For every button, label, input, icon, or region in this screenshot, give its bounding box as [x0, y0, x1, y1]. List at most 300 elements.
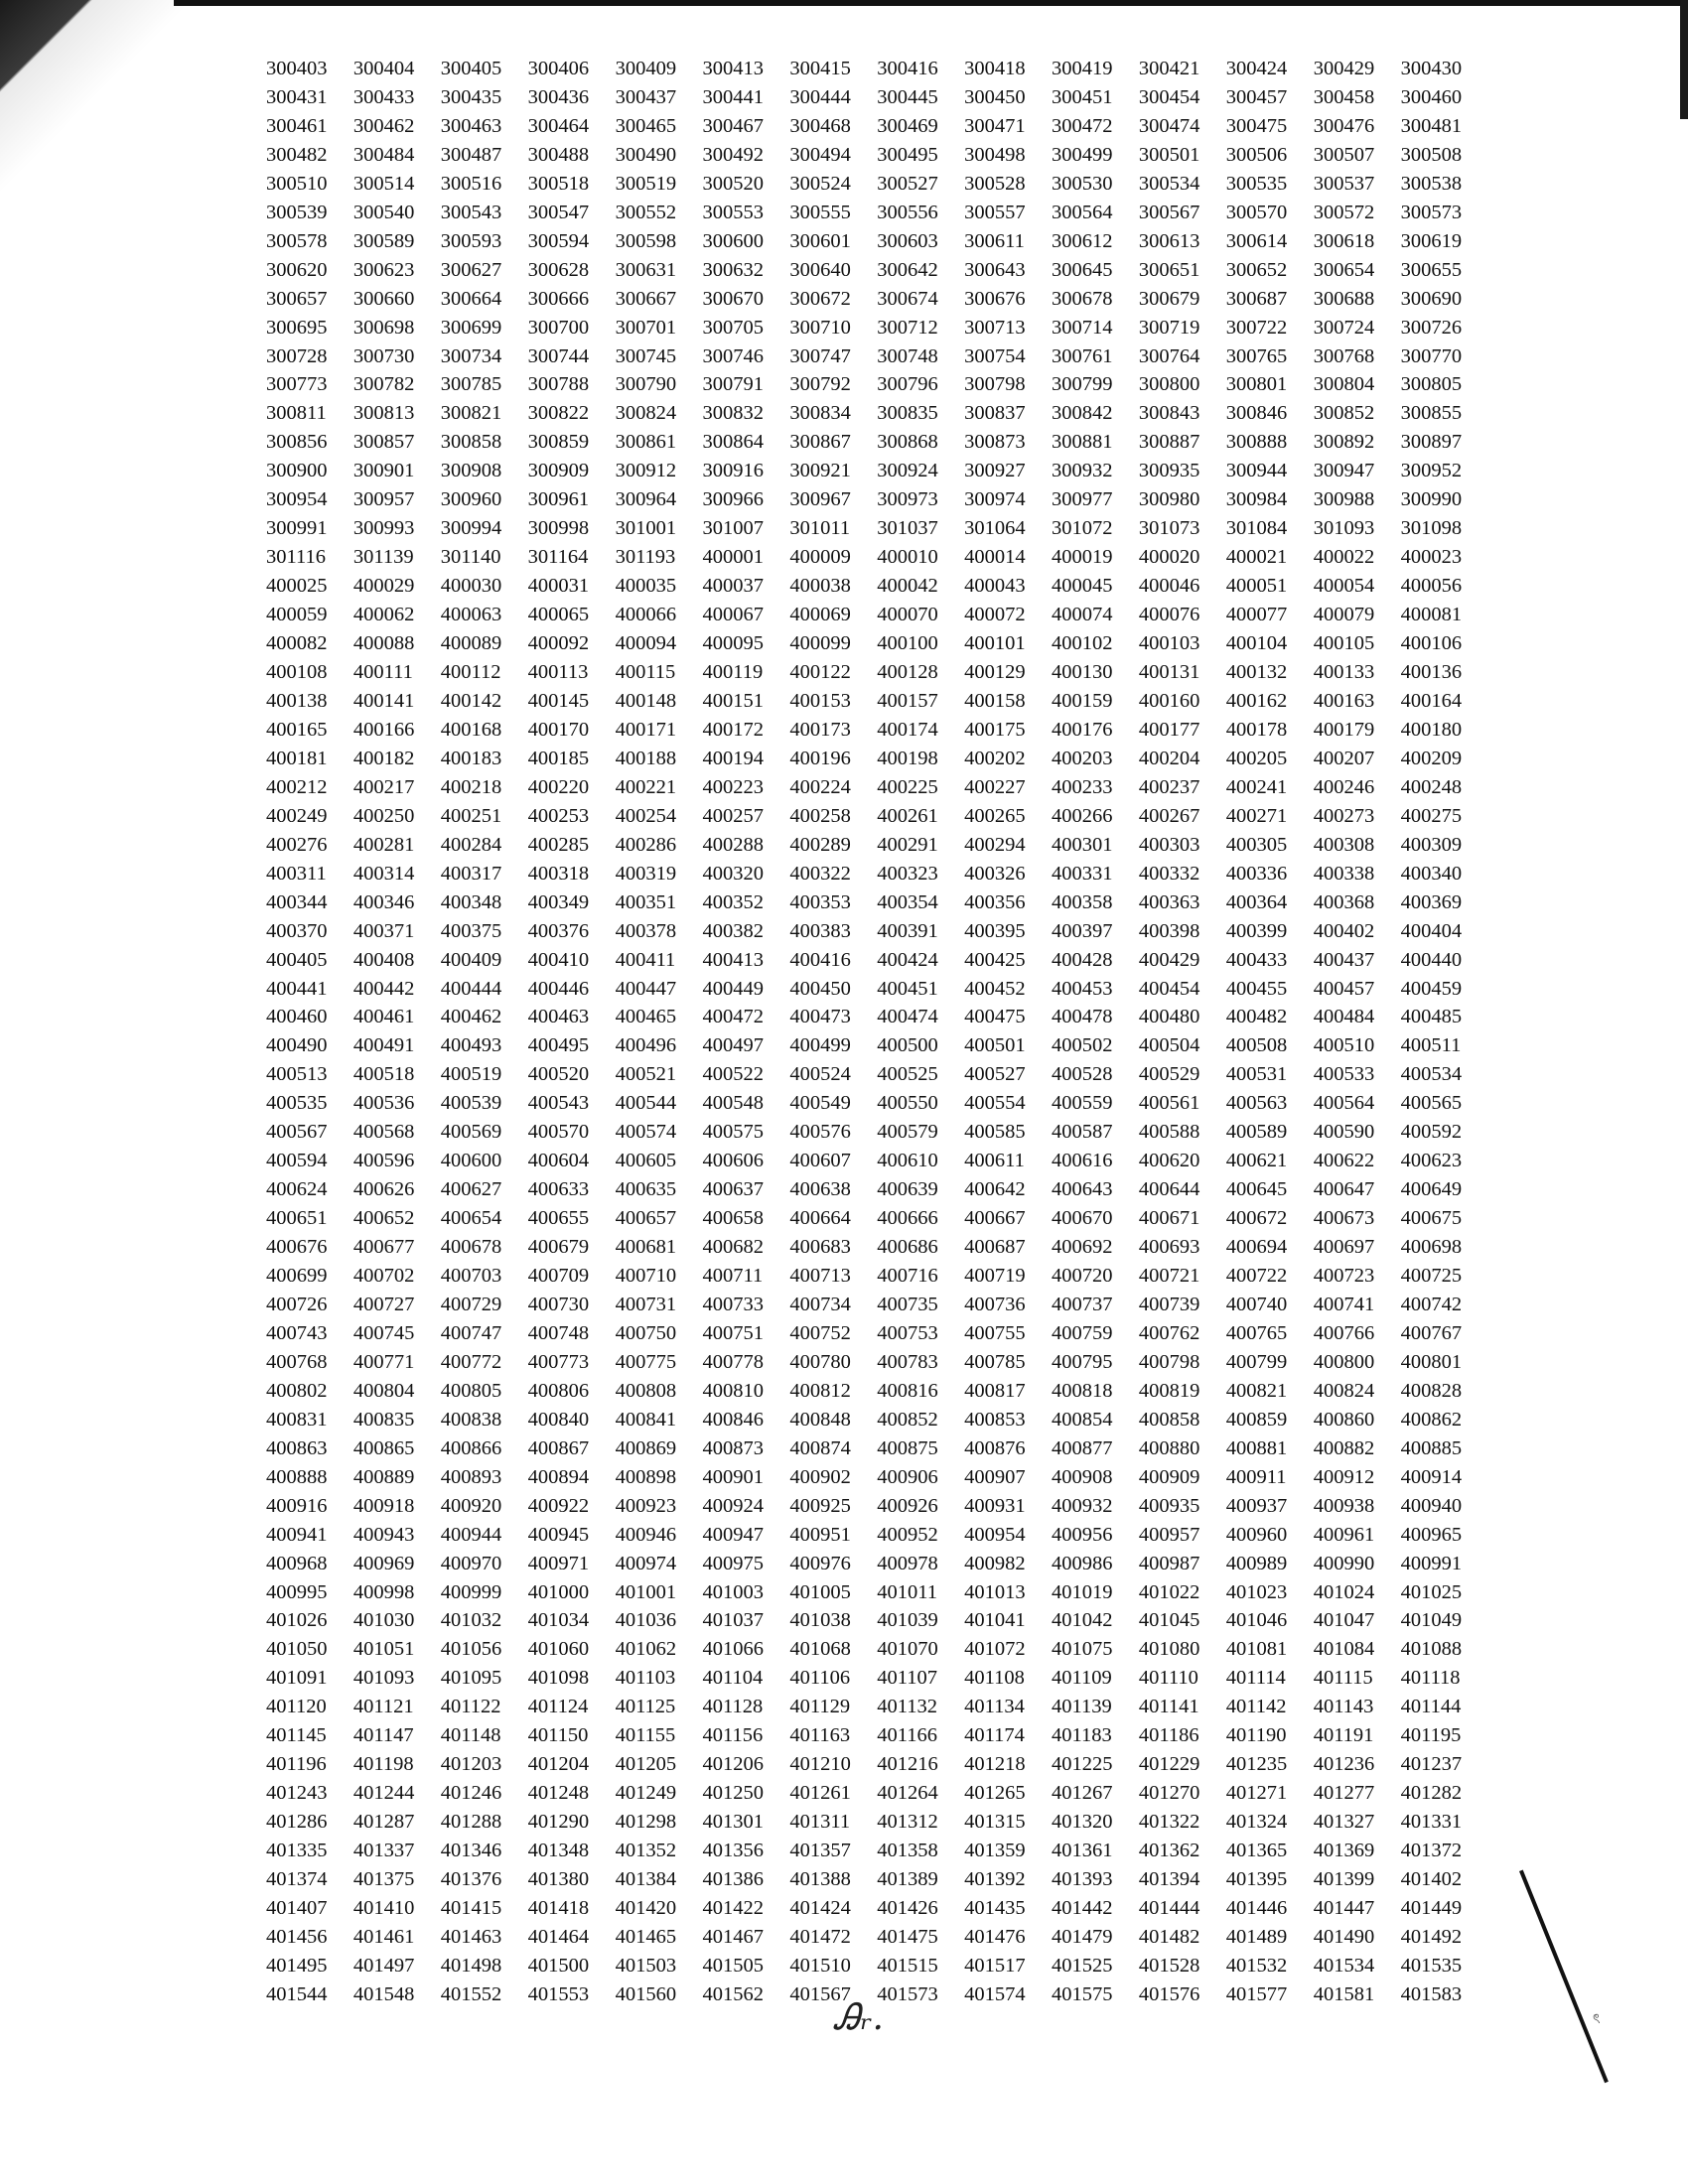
roll-number: 400522 [702, 1063, 764, 1086]
roll-number: 400828 [1400, 1379, 1463, 1402]
roll-number: 400128 [877, 661, 938, 684]
roll-number: 300964 [615, 488, 677, 511]
roll-number: 400579 [877, 1121, 938, 1144]
roll-number: 400854 [1052, 1408, 1113, 1431]
roll-number: 400225 [877, 775, 938, 798]
roll-number: 400253 [527, 804, 590, 827]
roll-number: 300881 [1052, 431, 1113, 454]
roll-number: 400664 [789, 1207, 851, 1230]
roll-number: 400376 [527, 919, 590, 942]
roll-number: 400395 [964, 919, 1026, 942]
roll-number: 300481 [1400, 114, 1463, 137]
roll-number: 400404 [1400, 919, 1463, 942]
roll-number: 400198 [877, 747, 938, 769]
roll-number: 400043 [964, 575, 1026, 598]
roll-number: 401472 [789, 1925, 851, 1948]
roll-number: 300406 [527, 58, 590, 79]
roll-number: 401346 [440, 1840, 502, 1862]
roll-number: 400940 [1400, 1494, 1463, 1517]
roll-number: 400428 [1052, 948, 1113, 971]
roll-number: 401567 [789, 1982, 851, 2005]
roll-number: 400703 [440, 1265, 502, 1288]
roll-number: 400495 [527, 1034, 590, 1057]
roll-number: 400642 [964, 1178, 1026, 1201]
roll-number: 400740 [1225, 1293, 1288, 1315]
roll-number: 400818 [1052, 1379, 1113, 1402]
roll-number: 401195 [1400, 1724, 1462, 1747]
roll-number: 401235 [1225, 1753, 1288, 1776]
roll-number: 300773 [266, 373, 328, 396]
roll-number: 400699 [266, 1265, 328, 1288]
roll-number: 400916 [266, 1494, 328, 1517]
roll-number: 401024 [1313, 1580, 1375, 1603]
roll-number: 401265 [964, 1782, 1026, 1805]
roll-number: 401062 [615, 1638, 677, 1661]
roll-number: 400946 [615, 1523, 677, 1546]
roll-number: 400519 [440, 1063, 502, 1086]
roll-number: 300932 [1052, 460, 1113, 482]
roll-number: 300961 [527, 488, 590, 511]
roll-number: 300471 [964, 114, 1026, 137]
roll-number: 401479 [1052, 1925, 1113, 1948]
roll-number: 401030 [352, 1609, 415, 1632]
roll-number: 300966 [702, 488, 764, 511]
roll-number: 400882 [1313, 1436, 1375, 1459]
roll-number: 300594 [527, 229, 590, 252]
roll-number: 400778 [702, 1350, 764, 1373]
roll-number: 400875 [877, 1436, 938, 1459]
roll-number: 400491 [352, 1034, 415, 1057]
roll-number: 400539 [440, 1092, 502, 1115]
roll-number: 400975 [702, 1552, 764, 1574]
roll-number: 401246 [440, 1782, 502, 1805]
roll-number: 300461 [266, 114, 328, 137]
roll-number: 400447 [615, 977, 677, 1000]
roll-number: 300507 [1313, 143, 1375, 166]
roll-number: 401107 [877, 1667, 937, 1690]
roll-number: 400982 [964, 1552, 1026, 1574]
roll-number: 400678 [440, 1236, 502, 1259]
roll-number: 401039 [877, 1609, 938, 1632]
roll-number: 300612 [1052, 229, 1113, 252]
roll-number: 300433 [352, 85, 415, 108]
roll-number: 400148 [615, 689, 677, 712]
roll-number: 300790 [615, 373, 677, 396]
roll-number: 300552 [615, 201, 677, 223]
roll-number: 400371 [352, 919, 415, 942]
roll-number: 400848 [789, 1408, 851, 1431]
roll-number: 400261 [877, 804, 938, 827]
roll-number: 400203 [1052, 747, 1113, 769]
roll-number: 400340 [1400, 862, 1463, 885]
roll-number: 400289 [789, 833, 851, 856]
roll-number: 401084 [1313, 1638, 1375, 1661]
roll-number: 400092 [527, 632, 590, 655]
roll-number: 400995 [266, 1580, 328, 1603]
roll-number: 400759 [1052, 1321, 1113, 1344]
roll-number: 300821 [440, 402, 502, 425]
roll-number: 300792 [789, 373, 851, 396]
roll-number: 401124 [527, 1696, 589, 1718]
roll-number: 401106 [789, 1667, 851, 1690]
roll-number: 300488 [527, 143, 590, 166]
roll-number: 401449 [1400, 1897, 1463, 1919]
roll-number: 400511 [1400, 1034, 1462, 1057]
roll-number: 300822 [527, 402, 590, 425]
roll-number: 400672 [1225, 1207, 1288, 1230]
roll-number: 400606 [702, 1150, 764, 1172]
roll-number: 400113 [527, 661, 589, 684]
roll-number: 300454 [1138, 85, 1200, 108]
roll-number: 400518 [352, 1063, 415, 1086]
roll-number: 400482 [1225, 1006, 1288, 1028]
roll-number: 300435 [440, 85, 502, 108]
roll-number: 300567 [1138, 201, 1200, 223]
roll-number: 401056 [440, 1638, 502, 1661]
roll-number: 400354 [877, 890, 938, 913]
roll-number: 301140 [440, 546, 501, 569]
roll-number: 300421 [1138, 58, 1200, 79]
roll-number: 300573 [1400, 201, 1463, 223]
roll-number: 401005 [789, 1580, 851, 1603]
roll-number: 401475 [877, 1925, 938, 1948]
roll-number: 401380 [527, 1868, 590, 1891]
roll-number: 400237 [1138, 775, 1200, 798]
roll-number: 400138 [266, 689, 328, 712]
roll-number: 401301 [702, 1811, 764, 1834]
roll-number: 401534 [1313, 1954, 1375, 1977]
roll-number: 400727 [352, 1293, 415, 1315]
roll-number: 401515 [877, 1954, 938, 1977]
roll-number: 300674 [877, 287, 938, 310]
roll-number: 300921 [789, 460, 851, 482]
roll-number: 401525 [1052, 1954, 1113, 1977]
roll-number: 301011 [789, 517, 851, 540]
roll-number: 400986 [1052, 1552, 1113, 1574]
roll-number: 401155 [615, 1724, 676, 1747]
roll-number: 400932 [1052, 1494, 1113, 1517]
roll-number: 300664 [440, 287, 502, 310]
roll-number: 400999 [440, 1580, 502, 1603]
roll-number: 401191 [1313, 1724, 1374, 1747]
roll-number: 300728 [266, 344, 328, 367]
roll-number: 401435 [964, 1897, 1026, 1919]
roll-number: 400655 [527, 1207, 590, 1230]
roll-number: 400284 [440, 833, 502, 856]
roll-number: 401032 [440, 1609, 502, 1632]
roll-number: 300482 [266, 143, 328, 166]
roll-number: 400697 [1313, 1236, 1375, 1259]
roll-number: 400543 [527, 1092, 590, 1115]
roll-number: 400524 [789, 1063, 851, 1086]
roll-number: 400370 [266, 919, 328, 942]
roll-number: 300499 [1052, 143, 1113, 166]
roll-number: 400207 [1313, 747, 1375, 769]
roll-number: 400382 [702, 919, 764, 942]
roll-number: 400894 [527, 1465, 590, 1488]
roll-number: 401389 [877, 1868, 938, 1891]
roll-number: 400600 [440, 1150, 502, 1172]
roll-number: 300868 [877, 431, 938, 454]
roll-number: 400181 [266, 747, 328, 769]
roll-number: 300954 [266, 488, 328, 511]
roll-number: 300768 [1313, 344, 1375, 367]
roll-number: 300589 [352, 229, 415, 252]
roll-number: 401399 [1313, 1868, 1375, 1891]
roll-number: 400059 [266, 604, 328, 626]
roll-number: 400873 [702, 1436, 764, 1459]
roll-number: 401510 [789, 1954, 851, 1977]
roll-number: 400099 [789, 632, 851, 655]
roll-number: 400496 [615, 1034, 677, 1057]
roll-number: 301037 [877, 517, 938, 540]
roll-number: 400164 [1400, 689, 1463, 712]
roll-number: 400952 [877, 1523, 938, 1546]
roll-number: 300498 [964, 143, 1026, 166]
roll-number: 400805 [440, 1379, 502, 1402]
roll-number: 401216 [877, 1753, 938, 1776]
roll-number: 401147 [352, 1724, 414, 1747]
roll-number: 400173 [789, 718, 851, 741]
roll-number: 400082 [266, 632, 328, 655]
roll-number: 400504 [1138, 1034, 1200, 1057]
roll-number: 401248 [527, 1782, 590, 1805]
roll-number: 400179 [1313, 718, 1375, 741]
roll-number: 400772 [440, 1350, 502, 1373]
roll-number: 400766 [1313, 1321, 1375, 1344]
roll-number: 400162 [1225, 689, 1288, 712]
roll-number: 400923 [615, 1494, 677, 1517]
roll-number: 400951 [789, 1523, 851, 1546]
roll-number: 400474 [877, 1006, 938, 1028]
roll-number: 300611 [964, 229, 1025, 252]
roll-number: 401204 [527, 1753, 590, 1776]
roll-number: 401575 [1052, 1982, 1113, 2005]
roll-number: 301164 [527, 546, 589, 569]
roll-number: 401388 [789, 1868, 851, 1891]
roll-number: 401041 [964, 1609, 1026, 1632]
roll-number: 400869 [615, 1436, 677, 1459]
roll-number: 400391 [877, 919, 938, 942]
roll-number: 400888 [266, 1465, 328, 1488]
roll-number: 400301 [1052, 833, 1113, 856]
roll-number: 401186 [1138, 1724, 1199, 1747]
roll-number: 401288 [440, 1811, 502, 1834]
roll-number: 400527 [964, 1063, 1026, 1086]
roll-number: 300510 [266, 172, 328, 195]
roll-number: 400411 [615, 948, 676, 971]
roll-number: 401298 [615, 1811, 677, 1834]
roll-number: 400658 [702, 1207, 764, 1230]
roll-number: 400859 [1225, 1408, 1288, 1431]
roll-number: 300858 [440, 431, 502, 454]
roll-number: 300843 [1138, 402, 1200, 425]
roll-number: 400893 [440, 1465, 502, 1488]
roll-number: 300676 [964, 287, 1026, 310]
roll-number: 400305 [1225, 833, 1288, 856]
roll-number: 401324 [1225, 1811, 1288, 1834]
roll-number: 401237 [1400, 1753, 1463, 1776]
roll-number: 400459 [1400, 977, 1463, 1000]
roll-number: 300463 [440, 114, 502, 137]
roll-number: 401528 [1138, 1954, 1200, 1977]
roll-number: 400576 [789, 1121, 851, 1144]
roll-number: 401142 [1225, 1696, 1287, 1718]
roll-number: 401410 [352, 1897, 415, 1919]
roll-number: 400880 [1138, 1436, 1200, 1459]
roll-number: 300613 [1138, 229, 1200, 252]
roll-number: 401145 [266, 1724, 327, 1747]
roll-number: 400865 [352, 1436, 415, 1459]
roll-number: 400676 [266, 1236, 328, 1259]
roll-number: 300799 [1052, 373, 1113, 396]
roll-number: 300654 [1313, 258, 1375, 281]
roll-number: 300530 [1052, 172, 1113, 195]
roll-number: 400183 [440, 747, 502, 769]
roll-number: 300832 [702, 402, 764, 425]
roll-number: 300623 [352, 258, 415, 281]
roll-number: 400874 [789, 1436, 851, 1459]
roll-number: 401270 [1138, 1782, 1200, 1805]
roll-number: 300538 [1400, 172, 1463, 195]
roll-number: 400129 [964, 661, 1026, 684]
roll-number: 401356 [702, 1840, 764, 1862]
roll-number: 401088 [1400, 1638, 1463, 1661]
roll-number: 300726 [1400, 316, 1463, 339]
roll-number: 400652 [352, 1207, 415, 1230]
roll-number: 300722 [1225, 316, 1288, 339]
roll-number: 400103 [1138, 632, 1200, 655]
roll-number: 400499 [789, 1034, 851, 1057]
roll-number: 301098 [1400, 517, 1463, 540]
roll-number: 401369 [1313, 1840, 1375, 1862]
roll-number: 300537 [1313, 172, 1375, 195]
roll-number: 400852 [877, 1408, 938, 1431]
roll-number: 300813 [352, 402, 415, 425]
roll-number: 401013 [964, 1580, 1026, 1603]
roll-number: 400358 [1052, 890, 1113, 913]
roll-number: 300800 [1138, 373, 1200, 396]
roll-number: 300430 [1400, 58, 1463, 79]
roll-number: 400881 [1225, 1436, 1288, 1459]
roll-number: 400182 [352, 747, 415, 769]
roll-number: 400010 [877, 546, 938, 569]
roll-number: 400257 [702, 804, 764, 827]
roll-number: 401352 [615, 1840, 677, 1862]
roll-number: 401357 [789, 1840, 851, 1862]
roll-number: 300543 [440, 201, 502, 223]
roll-number: 400528 [1052, 1063, 1113, 1086]
roll-number: 400647 [1313, 1178, 1375, 1201]
roll-number: 400220 [527, 775, 590, 798]
roll-number: 400762 [1138, 1321, 1200, 1344]
roll-number: 300695 [266, 316, 328, 339]
roll-number: 400112 [440, 661, 501, 684]
roll-number: 400725 [1400, 1265, 1463, 1288]
roll-number: 401122 [440, 1696, 501, 1718]
roll-number: 401315 [964, 1811, 1026, 1834]
roll-number: 401019 [1052, 1580, 1113, 1603]
roll-number: 300909 [527, 460, 590, 482]
roll-number: 300719 [1138, 316, 1200, 339]
roll-number: 400368 [1313, 890, 1375, 913]
roll-number: 400108 [266, 661, 328, 684]
roll-number: 300973 [877, 488, 938, 511]
roll-number: 401282 [1400, 1782, 1463, 1805]
roll-number: 400620 [1138, 1150, 1200, 1172]
roll-number: 300404 [352, 58, 415, 79]
roll-number: 400095 [702, 632, 764, 655]
roll-number: 401500 [527, 1954, 590, 1977]
roll-number: 300927 [964, 460, 1026, 482]
roll-number: 400944 [440, 1523, 502, 1546]
roll-number: 400860 [1313, 1408, 1375, 1431]
roll-number: 401476 [964, 1925, 1026, 1948]
roll-number: 300700 [527, 316, 590, 339]
roll-number: 300409 [615, 58, 677, 79]
roll-number: 400066 [615, 604, 677, 626]
roll-number: 400500 [877, 1034, 938, 1057]
roll-number: 400442 [352, 977, 415, 1000]
roll-number: 400529 [1138, 1063, 1200, 1086]
roll-number: 300667 [615, 287, 677, 310]
roll-number: 400171 [615, 718, 677, 741]
roll-number: 400480 [1138, 1006, 1200, 1028]
roll-number: 400767 [1400, 1321, 1463, 1344]
roll-number: 400607 [789, 1150, 851, 1172]
roll-number: 401492 [1400, 1925, 1463, 1948]
roll-number: 400831 [266, 1408, 328, 1431]
roll-number: 400627 [440, 1178, 502, 1201]
roll-number: 400565 [1400, 1092, 1463, 1115]
roll-number: 400548 [702, 1092, 764, 1115]
roll-number: 300842 [1052, 402, 1113, 425]
roll-number: 400596 [352, 1150, 415, 1172]
roll-number: 401446 [1225, 1897, 1288, 1919]
roll-number: 400723 [1313, 1265, 1375, 1288]
roll-number: 400349 [527, 890, 590, 913]
roll-number: 400912 [1313, 1465, 1375, 1488]
roll-number: 300618 [1313, 229, 1375, 252]
roll-number: 400021 [1225, 546, 1288, 569]
roll-number: 400508 [1225, 1034, 1288, 1057]
roll-number: 300788 [527, 373, 590, 396]
roll-number: 400433 [1225, 948, 1288, 971]
roll-number: 400174 [877, 718, 938, 741]
roll-number: 400425 [964, 948, 1026, 971]
roll-number: 401490 [1313, 1925, 1375, 1948]
roll-number: 300520 [702, 172, 764, 195]
roll-number: 401583 [1400, 1982, 1463, 2005]
roll-number: 400475 [964, 1006, 1026, 1028]
roll-number: 400130 [1052, 661, 1113, 684]
roll-number: 401348 [527, 1840, 590, 1862]
roll-number: 300764 [1138, 344, 1200, 367]
roll-number: 300464 [527, 114, 590, 137]
roll-number: 300553 [702, 201, 764, 223]
roll-number: 400947 [702, 1523, 764, 1546]
roll-number: 401118 [1400, 1667, 1461, 1690]
roll-number: 400889 [352, 1465, 415, 1488]
roll-number: 300645 [1052, 258, 1113, 281]
roll-number: 300418 [964, 58, 1026, 79]
roll-number: 400721 [1138, 1265, 1200, 1288]
roll-number: 400806 [527, 1379, 590, 1402]
roll-number: 400969 [352, 1552, 415, 1574]
roll-number: 400413 [702, 948, 764, 971]
roll-number: 300501 [1138, 143, 1200, 166]
roll-number: 401023 [1225, 1580, 1288, 1603]
